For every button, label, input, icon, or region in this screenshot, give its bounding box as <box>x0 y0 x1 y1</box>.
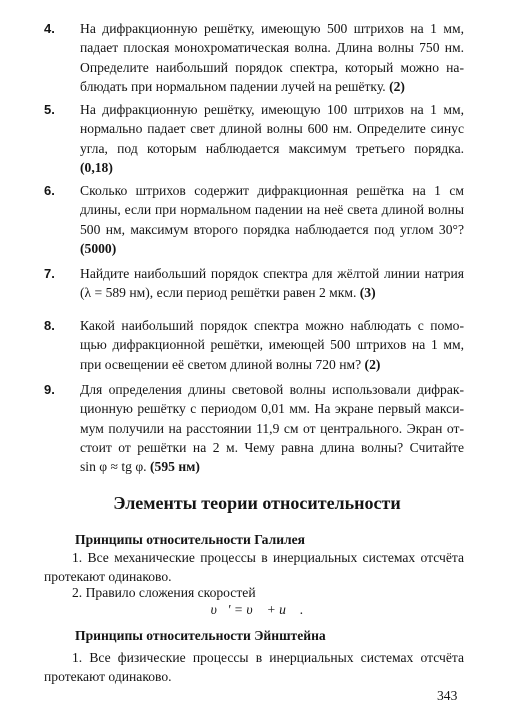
problem-line: ционную решётку с периодом 0,01 мм. На экране первый макси- <box>80 401 464 417</box>
problem-answer: (2) <box>389 78 405 94</box>
problem-line: мум получили на расстоянии 11,9 см от центрального. Экран от- <box>80 420 464 436</box>
problem-text <box>80 264 464 303</box>
problem-line: На дифракционную решётку, имеющую 100 штрихов на 1 мм, <box>80 102 464 117</box>
problem-line-last <box>80 283 464 302</box>
problem-text <box>80 316 464 374</box>
galileo-paragraph-1 <box>44 548 464 587</box>
problem-line-last <box>80 77 464 96</box>
problem-text <box>80 19 464 96</box>
problem-line-last <box>80 355 464 374</box>
problem-answer: (0,18) <box>80 159 113 175</box>
problem-text <box>80 181 464 258</box>
problem-number: 6. <box>44 183 55 198</box>
problem-answer: (5000) <box>80 240 117 256</box>
problem-line: при освещении её светом длиной волны 720 нм? <box>80 356 362 372</box>
einstein-heading: Принципы относительности Эйнштейна <box>75 628 326 643</box>
problem-number: 8. <box>44 318 55 333</box>
problem-line: блюдать при нормальном падении лучей на решётку. <box>80 78 386 94</box>
problem-line: длины, если при нормальном падении на неё света длиной волны <box>80 202 464 218</box>
problem-number: 4. <box>44 21 55 36</box>
problem-line: Сколько штрихов содержит дифракционная решётка на 1 см <box>80 183 464 198</box>
problem-line: На дифракционную решётку, имеющую 500 штрихов на 1 мм, <box>80 21 464 36</box>
page-number: 343 <box>437 688 458 703</box>
paragraph-line: протекают одинаково. <box>44 569 172 585</box>
problem-line: нормально падает свет длиной волны 600 нм. Определите синус <box>80 121 464 137</box>
problem-line: угла, под которым наблюдается максимум третьего порядка. <box>80 140 464 156</box>
problem-answer: (2) <box>364 356 381 372</box>
problem-number: 7. <box>44 266 55 281</box>
problem-line: Для определения длины световой волны использовали дифрак- <box>80 382 464 397</box>
einstein-paragraph-1 <box>44 648 464 687</box>
paragraph-line: протекают одинаково. <box>44 669 172 685</box>
problem-line: Определите наибольший порядок спектра, который можно на- <box>80 59 464 75</box>
paragraph-line: 1. Все физические процессы в инерциальных системах отсчёта <box>72 650 464 665</box>
problem-answer: (595 нм) <box>150 459 200 475</box>
problem-line-last <box>80 457 464 476</box>
problem-text <box>80 380 464 476</box>
problem-line: sin φ ≈ tg φ. <box>80 459 147 475</box>
paragraph-line: 2. Правило сложения скоростей <box>72 585 256 600</box>
problem-text <box>80 100 464 177</box>
paragraph-line: 1. Все механические процессы в инерциальных системах отсчёта <box>72 550 464 565</box>
problem-line: Найдите наибольший порядок спектра для жёлтой линии натрия <box>80 266 464 281</box>
problem-number: 5. <box>44 102 55 117</box>
velocity-addition-formula: υ⃗′ = υ⃗ + u⃗ . <box>210 602 304 617</box>
problem-number: 9. <box>44 382 55 397</box>
galileo-heading: Принципы относительности Галилея <box>75 532 306 547</box>
problem-line: падает плоская монохроматическая волна. Длина волны 750 нм. <box>80 40 464 56</box>
section-title: Элементы теории относительности <box>113 493 401 513</box>
problem-line: стоит от решётки на 2 м. Чему равна длина волны? Считайте <box>80 439 464 455</box>
problem-line: щью дифракционной решётки, имеющей 500 штрихов на 1 мм, <box>80 337 464 353</box>
problem-answer: (3) <box>359 285 376 301</box>
galileo-paragraph-2 <box>44 583 464 602</box>
problem-line: 500 нм, максимум второго порядка наблюдается под углом 30°? <box>80 221 464 237</box>
problem-line: Какой наибольший порядок спектра можно наблюдать с помо- <box>80 318 464 333</box>
problem-line: (λ = 589 нм), если период решётки равен 2 мкм. <box>80 285 357 301</box>
